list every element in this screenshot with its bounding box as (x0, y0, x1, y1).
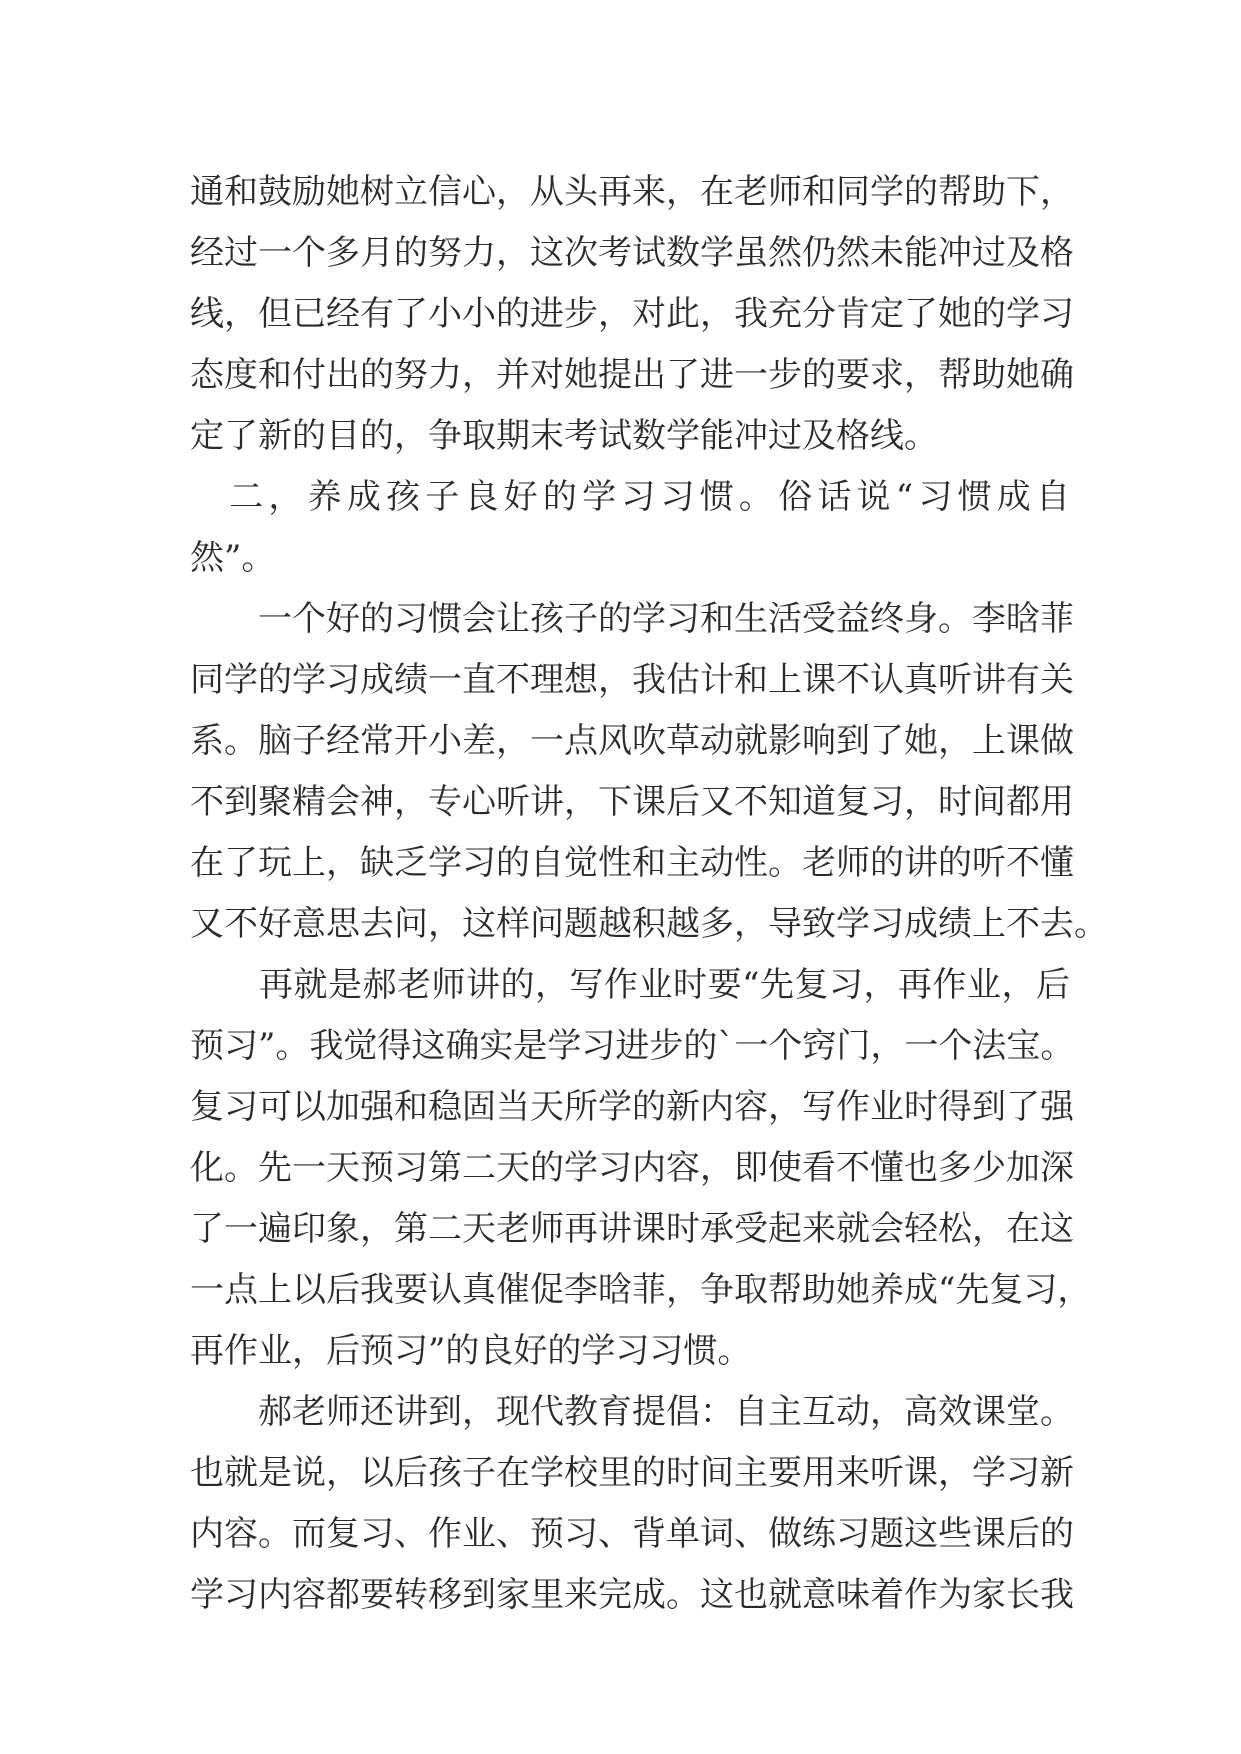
text-line: 系。脑子经常开小差，一点风吹草动就影响到了她，上课做 (190, 721, 1074, 761)
text-line: 一点上以后我要认真催促李晗菲，争取帮助她养成“先复习， (190, 1270, 1092, 1310)
text-line: 化。先一天预习第二天的学习内容，即使看不懂也多少加深 (190, 1148, 1074, 1188)
text-line: 定了新的目的，争取期末考试数学能冲过及格线。 (190, 416, 938, 456)
text-line: 二，养成孩子良好的学习习惯。俗话说“习惯成自 (190, 477, 1070, 517)
text-line: 预习”。我觉得这确实是学习进步的`一个窍门，一个法宝。 (190, 1026, 1075, 1066)
text-line: 郝老师还讲到，现代教育提倡：自主互动，高效课堂。 (190, 1392, 1074, 1432)
text-line: 然”。 (190, 538, 276, 578)
text-line: 复习可以加强和稳固当天所学的新内容，写作业时得到了强 (190, 1087, 1074, 1127)
text-line: 内容。而复习、作业、预习、背单词、做练习题这些课后的 (190, 1514, 1074, 1554)
text-line: 一个好的习惯会让孩子的学习和生活受益终身。李晗菲 (190, 599, 1074, 639)
text-line: 态度和付出的努力，并对她提出了进一步的要求，帮助她确 (190, 355, 1074, 395)
text-line: 了一遍印象，第二天老师再讲课时承受起来就会轻松，在这 (190, 1209, 1074, 1249)
text-line: 再就是郝老师讲的，写作业时要“先复习，再作业，后 (190, 965, 1070, 1005)
text-line: 也就是说，以后孩子在学校里的时间主要用来听课，学习新 (190, 1453, 1074, 1493)
paragraph (190, 955, 1092, 1382)
paragraph (190, 162, 1074, 467)
text-line: 线，但已经有了小小的进步，对此，我充分肯定了她的学习 (190, 294, 1074, 334)
paragraph (190, 589, 1108, 955)
text-line: 通和鼓励她树立信心，从头再来，在老师和同学的帮助下， (190, 172, 1074, 212)
text-line: 同学的学习成绩一直不理想，我估计和上课不认真听讲有关 (190, 660, 1074, 700)
text-line: 再作业，后预习”的良好的学习习惯。 (190, 1331, 752, 1371)
text-line: 学习内容都要转移到家里来完成。这也就意味着作为家长我 (190, 1575, 1074, 1615)
text-line: 在了玩上，缺乏学习的自觉性和主动性。老师的讲的听不懂 (190, 843, 1074, 883)
text-line: 不到聚精会神，专心听讲，下课后又不知道复习，时间都用 (190, 782, 1074, 822)
paragraph (190, 467, 1070, 589)
text-line: 经过一个多月的努力，这次考试数学虽然仍然未能冲过及格 (190, 233, 1074, 273)
text-line: 又不好意思去问，这样问题越积越多，导致学习成绩上不去。 (190, 904, 1108, 944)
document-body (190, 162, 1108, 1626)
paragraph (190, 1382, 1074, 1626)
